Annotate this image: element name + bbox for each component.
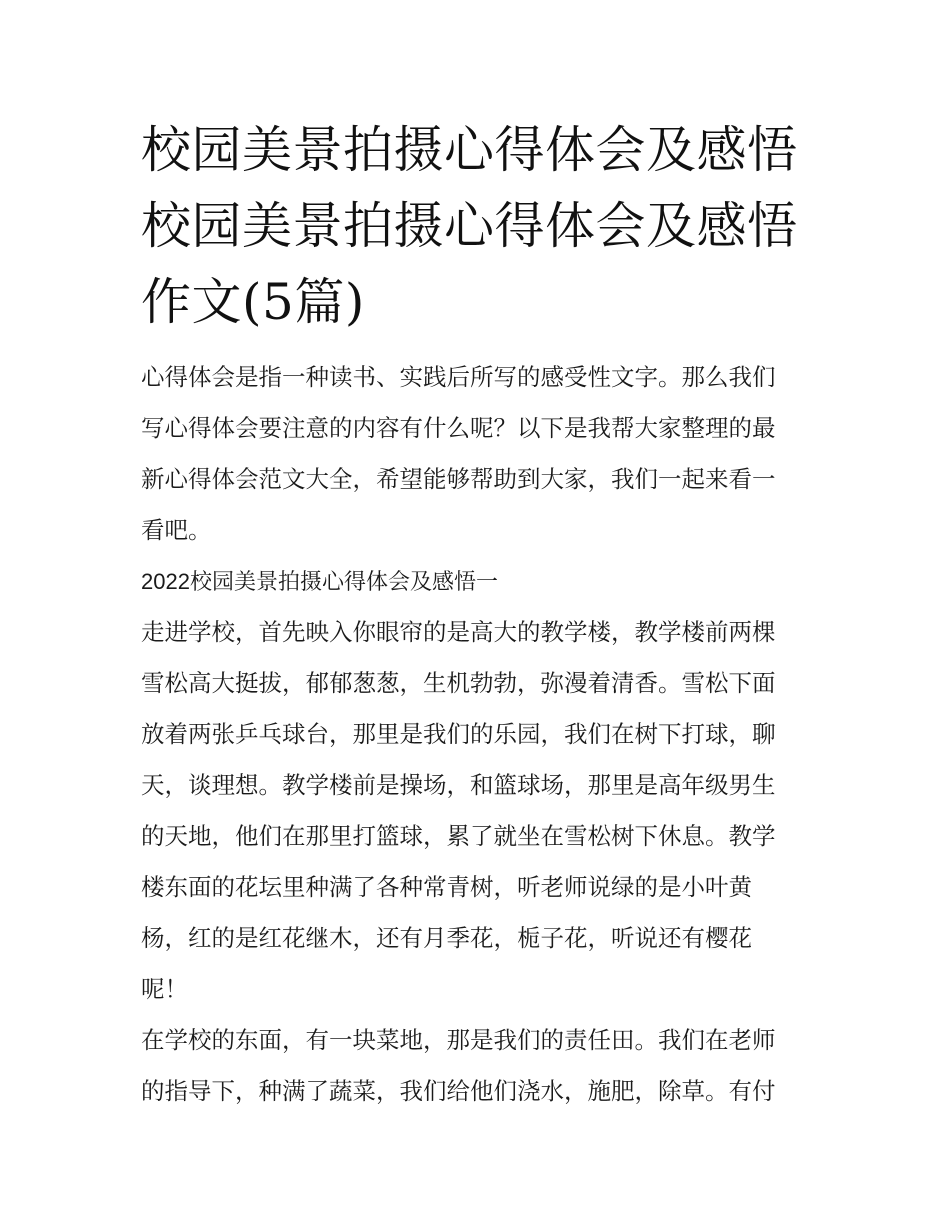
intro-line: 心得体会是指一种读书、实践后所写的感受性文字。那么我们 [141, 363, 776, 391]
intro-line: 写心得体会要注意的内容有什么呢？以下是我帮大家整理的最 [141, 414, 776, 442]
paragraph-line: 杨，红的是红花继木，还有月季花，栀子花，听说还有樱花 [141, 924, 752, 952]
body-paragraph-2 [141, 1015, 813, 1117]
intro-line: 看吧。 [141, 516, 212, 544]
title-line-2: 校园美景拍摄心得体会及感悟 [141, 197, 798, 255]
title-line-3: 作文(5篇) [141, 273, 365, 331]
document-title [141, 112, 813, 340]
intro-line: 新心得体会范文大全，希望能够帮助到大家，我们一起来看一 [141, 465, 776, 493]
paragraph-line: 放着两张乒乓球台，那里是我们的乐园，我们在树下打球，聊 [141, 720, 776, 748]
section-heading: 2022校园美景拍摄心得体会及感悟一 [141, 569, 498, 594]
document-page [141, 112, 813, 1117]
paragraph-line: 的天地，他们在那里打篮球，累了就坐在雪松树下休息。教学 [141, 822, 776, 850]
intro-paragraph [141, 352, 813, 556]
paragraph-line: 的指导下，种满了蔬菜，我们给他们浇水，施肥，除草。有付 [141, 1077, 776, 1105]
paragraph-line: 天，谈理想。教学楼前是操场，和篮球场，那里是高年级男生 [141, 771, 776, 799]
paragraph-line: 楼东面的花坛里种满了各种常青树，听老师说绿的是小叶黄 [141, 873, 752, 901]
paragraph-line: 在学校的东面，有一块菜地，那是我们的责任田。我们在老师 [141, 1026, 776, 1054]
document-body [141, 352, 813, 1117]
body-paragraph-1 [141, 607, 813, 1015]
paragraph-line: 呢！ [141, 975, 188, 1003]
title-line-1: 校园美景拍摄心得体会及感悟 [141, 121, 798, 179]
paragraph-line: 雪松高大挺拔，郁郁葱葱，生机勃勃，弥漫着清香。雪松下面 [141, 669, 776, 697]
paragraph-line: 走进学校，首先映入你眼帘的是高大的教学楼，教学楼前两棵 [141, 618, 776, 646]
